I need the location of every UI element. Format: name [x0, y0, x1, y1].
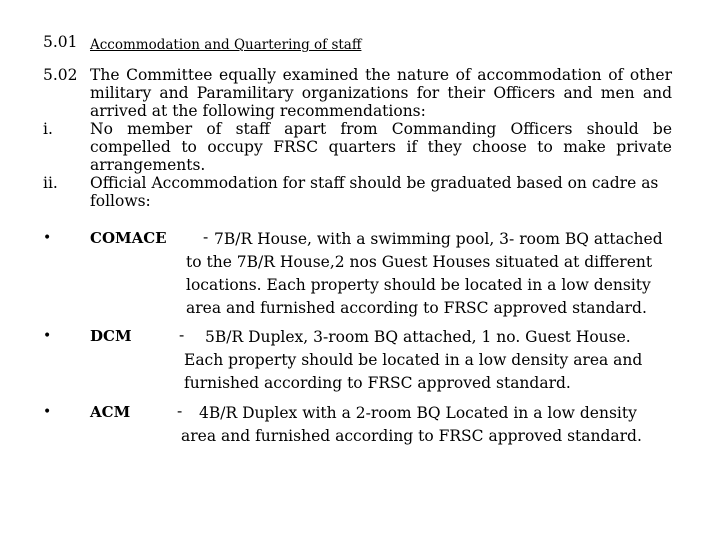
bullet-dash: - [203, 228, 209, 246]
section-heading: Accommodation and Quartering of staff [90, 37, 362, 53]
bullet-marker: • [43, 230, 52, 246]
bullet-dash: - [177, 402, 183, 420]
bullet-dcm [0, 326, 720, 396]
item-number: ii. [43, 174, 58, 192]
section-number: 5.01 [43, 33, 78, 51]
bullet-marker: • [43, 328, 52, 344]
bullet-dash: - [179, 326, 185, 344]
section-paragraph: The Committee equally examined the nature of accommodation of other military and Paramilitary organizations for their Officers and men and arrived at the following recommendations: [90, 66, 672, 120]
bullet-description [181, 402, 661, 448]
bullet-term: COMACE [90, 229, 167, 247]
bullet-term: DCM [90, 327, 132, 345]
bullet-marker: • [43, 404, 52, 420]
bullet-comace [0, 228, 720, 320]
item-ii [0, 174, 720, 214]
bullet-description [184, 326, 660, 395]
section-number: 5.02 [43, 66, 78, 84]
bullet-description-text: 7B/R House, with a swimming pool, 3- room BQ attached to the 7B/R House,2 nos Guest Houses situated at different locations. Each property should be located in a low density area and furnished according to FRSC approved standard. [186, 230, 663, 317]
bullet-description [186, 228, 680, 320]
section-5-02 [0, 66, 720, 122]
bullet-term: ACM [90, 403, 131, 421]
item-number: i. [43, 120, 53, 138]
section-5-01 [0, 33, 720, 53]
bullet-description-text: 4B/R Duplex with a 2-room BQ Located in a low density area and furnished according to FRSC approved standard. [181, 404, 642, 445]
bullet-acm [0, 402, 720, 452]
item-i [0, 120, 720, 176]
item-paragraph: Official Accommodation for staff should be graduated based on cadre as follows: [90, 174, 659, 210]
item-paragraph: No member of staff apart from Commanding Officers should be compelled to occupy FRSC quarters if they choose to make private arrangements. [90, 120, 672, 174]
bullet-description-text: 5B/R Duplex, 3-room BQ attached, 1 no. Guest House. Each property should be located in a low density area and furnished according to FRSC approved standard. [184, 328, 643, 392]
